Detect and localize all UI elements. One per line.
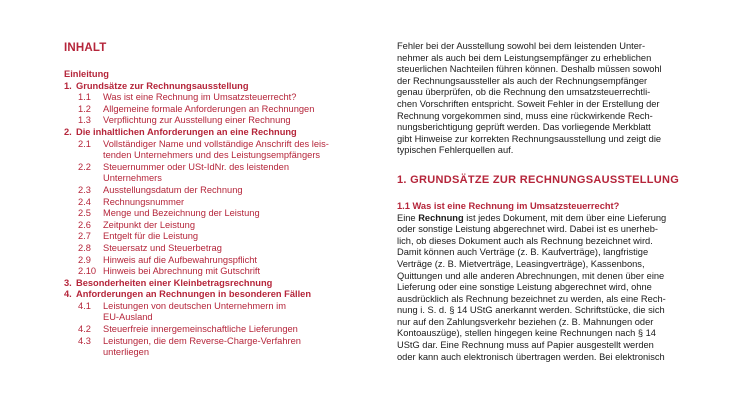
- toc-entry-label: Verpflichtung zur Ausstellung einer Rechnung: [103, 115, 291, 126]
- paragraph-line: Lieferung oder eine sonstige Leistung abgerechnet wird, ohne: [397, 282, 652, 293]
- toc-heading: INHALT: [64, 42, 107, 54]
- table-of-contents: [64, 42, 384, 359]
- text-run: ist jedes Dokument, mit dem über eine Lieferung: [463, 212, 667, 223]
- toc-entry-label: Grundsätze zur Rechnungsausstellung: [76, 80, 249, 91]
- toc-entry-label: Besonderheiten einer Kleinbetragsrechnung: [76, 277, 273, 288]
- toc-entry-number: 2.: [64, 126, 72, 137]
- toc-entry[interactable]: [64, 104, 384, 116]
- toc-entry-number: 2.3: [78, 184, 91, 195]
- toc-entry-number: 2.10: [78, 266, 97, 277]
- toc-entry-number: 2.7: [78, 231, 91, 242]
- toc-entry-label: Anforderungen an Rechnungen in besonderen Fällen: [76, 289, 312, 300]
- paragraph-line: lich, ob dieses Dokument auch als Rechnung bezeichnet wird.: [397, 235, 653, 246]
- paragraph-line: [397, 213, 715, 225]
- toc-entry[interactable]: [64, 81, 384, 93]
- toc-entry[interactable]: [64, 312, 384, 324]
- toc-entry-number: 1.: [64, 80, 72, 91]
- toc-entry-label: Vollständiger Name und vollständige Anschrift des leis-: [103, 138, 329, 149]
- toc-entry-label: Entgelt für die Leistung: [103, 231, 199, 242]
- paragraph-line: Quittungen und alle anderen Abrechnungen, mit denen über eine: [397, 270, 665, 281]
- toc-entry-number: 4.2: [78, 324, 91, 335]
- paragraph-line: nungsberichtigung geprüft werden. Das vorliegende Merkblatt: [397, 122, 651, 133]
- subsection-title: 1.1 Was ist eine Rechnung im Umsatzsteuerrecht?: [397, 200, 620, 211]
- body-column: [397, 41, 715, 363]
- toc-entry-label: Rechnungsnummer: [103, 196, 185, 207]
- paragraph-line: typischen Fehlerquellen auf.: [397, 145, 514, 156]
- toc-entry-label: Allgemeine formale Anforderungen an Rechnungen: [103, 103, 315, 114]
- toc-entry[interactable]: [64, 231, 384, 243]
- intro-paragraph: [397, 41, 715, 157]
- toc-entry-number: 3.: [64, 277, 72, 288]
- paragraph-line: Fehler bei der Ausstellung sowohl bei dem leistenden Unter-: [397, 41, 646, 51]
- toc-entry[interactable]: [64, 278, 384, 290]
- paragraph-line: oder kann auch elektronisch übertragen werden. Bei elektronisch: [397, 351, 665, 362]
- toc-entry-label: Steuersatz und Steuerbetrag: [103, 242, 222, 253]
- toc-entry-label: Steuerfreie innergemeinschaftliche Lieferungen: [103, 324, 298, 335]
- section-title: 1. GRUNDSÄTZE ZUR RECHNUNGSAUSSTELLUNG: [397, 173, 680, 186]
- toc-entry-number: 2.8: [78, 242, 91, 253]
- toc-entry-number: 1.3: [78, 115, 91, 126]
- toc-entry-label: Unternehmers: [103, 173, 162, 184]
- toc-list: [64, 69, 384, 359]
- toc-entry-label: Zeitpunkt der Leistung: [103, 219, 195, 230]
- toc-entry-label: Hinweis bei Abrechnung mit Gutschrift: [103, 266, 261, 277]
- toc-entry-number: 1.2: [78, 103, 91, 114]
- toc-entry[interactable]: [64, 92, 384, 104]
- paragraph-line: oder sonstige Leistung abgerechnet wird. Dabei ist es unerheb-: [397, 224, 658, 235]
- paragraph-line: UStG dar. Eine Rechnung muss auf Papier ausgestellt werden: [397, 340, 654, 351]
- toc-entry-label: Hinweis auf die Aufbewahrungspflicht: [103, 254, 258, 265]
- toc-entry-number: 2.9: [78, 254, 91, 265]
- toc-entry[interactable]: [64, 173, 384, 185]
- paragraph-line: Damit können auch Verträge (z. B. Kaufverträge), langfristige: [397, 247, 649, 258]
- toc-entry-label: Steuernummer oder USt-IdNr. des leistenden: [103, 161, 290, 172]
- toc-entry[interactable]: [64, 243, 384, 255]
- text-run: Eine: [397, 212, 419, 223]
- toc-entry-label: EU-Ausland: [103, 312, 153, 323]
- paragraph-line: nehmer als auch bei dem Leistungsempfänger zu erheblichen: [397, 52, 652, 63]
- toc-entry[interactable]: [64, 266, 384, 278]
- toc-entry-number: 4.: [64, 289, 72, 300]
- toc-entry-label: Was ist eine Rechnung im Umsatzsteuerrecht?: [103, 92, 297, 103]
- toc-entry[interactable]: [64, 220, 384, 232]
- toc-entry[interactable]: [64, 289, 384, 301]
- toc-entry[interactable]: [64, 127, 384, 139]
- toc-entry[interactable]: [64, 162, 384, 174]
- paragraph-line: gibt Hinweise zur korrekten Rechnungsausstellung und zeigt die: [397, 133, 662, 144]
- toc-entry-number: 2.1: [78, 138, 91, 149]
- paragraph-line: nur auf den Zahlungsverkehr beziehen (z. B. Mahnungen oder: [397, 316, 654, 327]
- toc-entry[interactable]: [64, 301, 384, 313]
- paragraph-line: chen Vorschriften entspricht. Soweit Fehler in der Erstellung der: [397, 98, 660, 109]
- toc-entry-number: 2.4: [78, 196, 91, 207]
- toc-entry-number: 2.6: [78, 219, 91, 230]
- toc-entry-label: tenden Unternehmers und des Leistungsempfängers: [103, 150, 321, 161]
- toc-entry-label: Menge und Bezeichnung der Leistung: [103, 208, 260, 219]
- paragraph-line: ausdrücklich als Rechnung bezeichnet zu werden, als eine Rech-: [397, 293, 666, 304]
- paragraph-line: der Rechnungsaussteller als auch der Rechnungsempfänger: [397, 75, 648, 86]
- toc-entry-label: Ausstellungsdatum der Rechnung: [103, 184, 243, 195]
- toc-entry-label: Leistungen von deutschen Unternehmern im: [103, 300, 286, 311]
- toc-entry-number: 2.5: [78, 208, 91, 219]
- paragraph-line: Rechnung vorgekommen sind, muss eine rückwirkende Rech-: [397, 110, 653, 121]
- toc-entry[interactable]: [64, 324, 384, 336]
- toc-entry-number: 2.2: [78, 161, 91, 172]
- toc-entry[interactable]: [64, 115, 384, 127]
- toc-entry[interactable]: [64, 197, 384, 209]
- toc-entry-number: 1.1: [78, 92, 91, 103]
- toc-entry-label: Leistungen, die dem Reverse-Charge-Verfahren: [103, 335, 301, 346]
- toc-entry[interactable]: [64, 69, 384, 81]
- toc-entry-number: 4.3: [78, 335, 91, 346]
- toc-entry[interactable]: [64, 208, 384, 220]
- bold-term: Rechnung: [418, 212, 464, 223]
- paragraph-line: nung i. S. d. § 14 UStG anerkannt werden. Schriftstücke, die sich: [397, 305, 665, 316]
- section-paragraph: [397, 213, 715, 364]
- toc-entry-label: Einleitung: [64, 69, 109, 79]
- toc-entry-label: unterliegen: [103, 347, 150, 358]
- paragraph-line: Kontoauszüge), stellen hingegen keine Rechnungen nach § 14: [397, 328, 656, 339]
- toc-entry[interactable]: [64, 255, 384, 267]
- toc-entry[interactable]: [64, 139, 384, 151]
- toc-entry-label: Die inhaltlichen Anforderungen an eine Rechnung: [76, 126, 297, 137]
- toc-entry[interactable]: [64, 150, 384, 162]
- toc-entry[interactable]: [64, 347, 384, 359]
- toc-entry-number: 4.1: [78, 300, 91, 311]
- paragraph-line: steuerlichen Nachteilen führen können. Deshalb müssen sowohl: [397, 64, 662, 75]
- toc-entry[interactable]: [64, 336, 384, 348]
- paragraph-line: genau überprüfen, ob die Rechnung den umsatzsteuerrechtli-: [397, 87, 651, 98]
- paragraph-line: Verträge (z. B. Mietverträge, Leasingverträge), Kassenbons,: [397, 258, 645, 269]
- toc-entry[interactable]: [64, 185, 384, 197]
